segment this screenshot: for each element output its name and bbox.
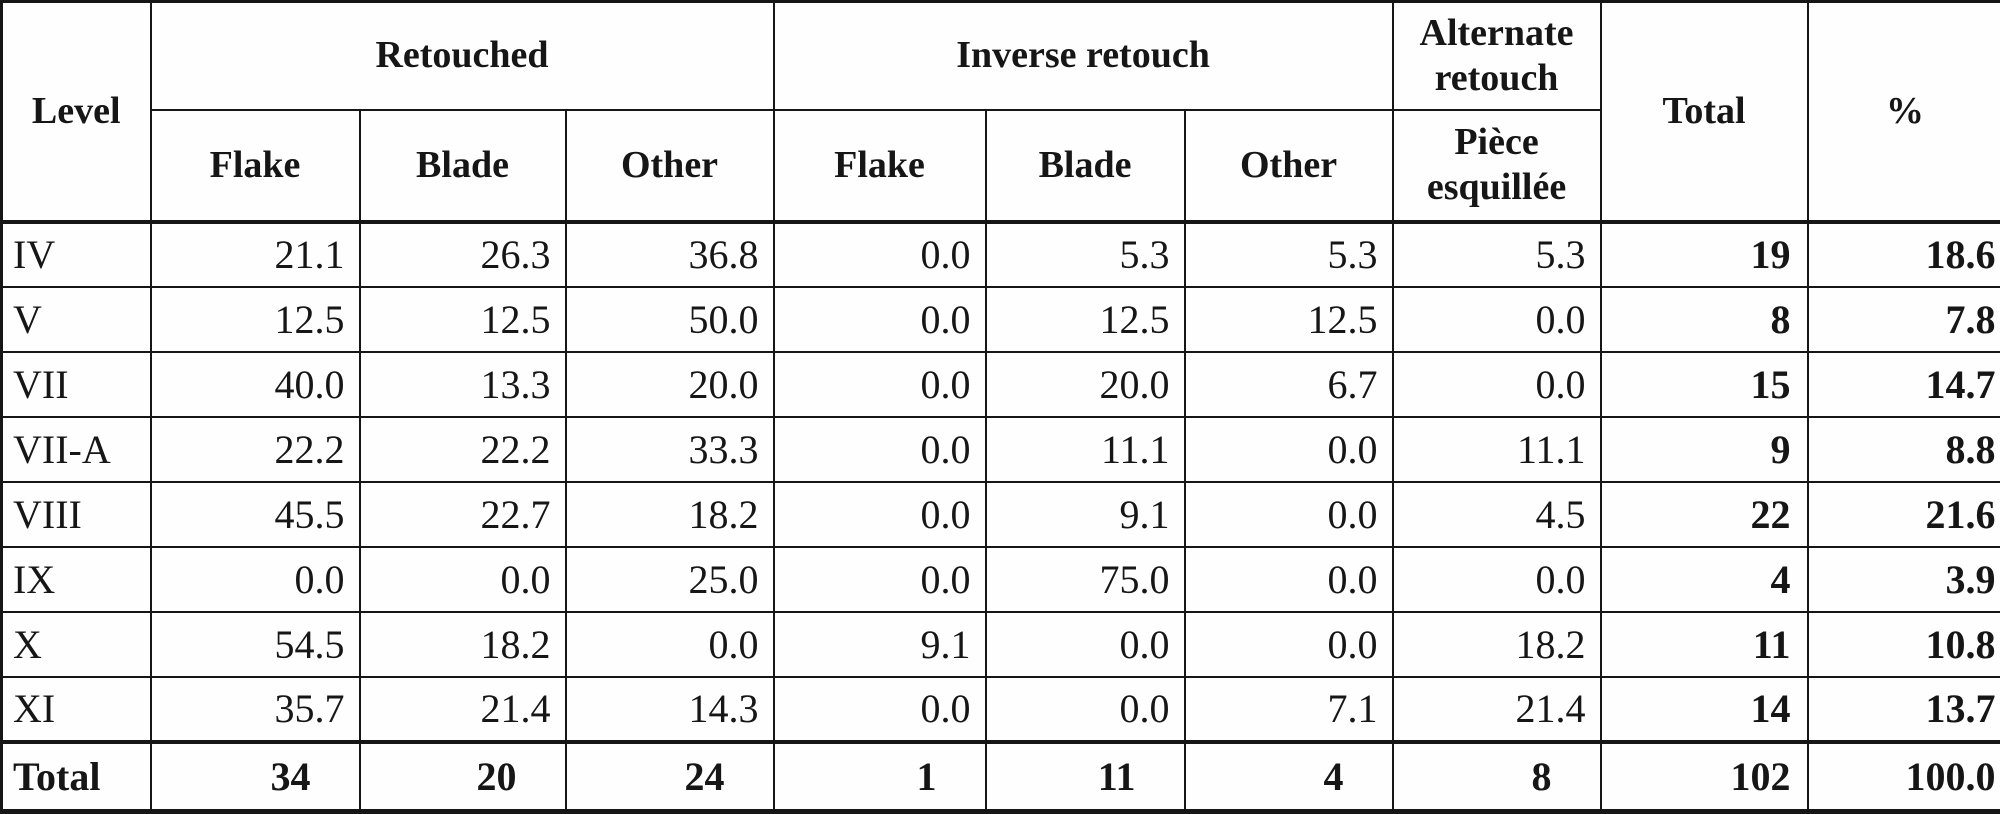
cell: 0.0: [1185, 547, 1393, 612]
row-label: VII: [2, 352, 151, 417]
cell: 0.0: [360, 547, 566, 612]
table-header: [2, 2, 2000, 222]
cell: 21.4: [360, 677, 566, 742]
cell-total: 14: [1601, 677, 1808, 742]
table-row-ix: [2, 547, 2000, 612]
cell-total: 19: [1601, 222, 1808, 287]
cell: 40.0: [151, 352, 360, 417]
cell-total: 8: [1601, 287, 1808, 352]
cell: 25.0: [566, 547, 774, 612]
table-row-xi: [2, 677, 2000, 742]
cell: 18.2: [1393, 612, 1601, 677]
row-label: VII-A: [2, 417, 151, 482]
cell: 9.1: [774, 612, 986, 677]
cell-percent: 13.7: [1808, 677, 2000, 742]
cell: 45.5: [151, 482, 360, 547]
cell: 12.5: [1185, 287, 1393, 352]
row-label: X: [2, 612, 151, 677]
cell: 0.0: [774, 677, 986, 742]
col-header-retouched-other: Other: [566, 110, 774, 222]
group-header-retouched: Retouched: [151, 2, 774, 110]
cell-total: 9: [1601, 417, 1808, 482]
cell: 0.0: [986, 612, 1185, 677]
cell-count: 34: [151, 742, 360, 812]
cell: 35.7: [151, 677, 360, 742]
cell: 12.5: [986, 287, 1185, 352]
cell: 0.0: [774, 352, 986, 417]
cell: 18.2: [360, 612, 566, 677]
table-row-total: [2, 742, 2000, 812]
cell: 21.4: [1393, 677, 1601, 742]
col-header-inverse-flake: Flake: [774, 110, 986, 222]
cell: 7.1: [1185, 677, 1393, 742]
cell: 0.0: [774, 222, 986, 287]
col-header-inverse-other: Other: [1185, 110, 1393, 222]
cell: 0.0: [774, 482, 986, 547]
cell: 0.0: [774, 287, 986, 352]
cell: 0.0: [566, 612, 774, 677]
cell: 54.5: [151, 612, 360, 677]
cell-count: 1: [774, 742, 986, 812]
cell: 0.0: [1185, 417, 1393, 482]
row-label: IX: [2, 547, 151, 612]
cell: 0.0: [1393, 352, 1601, 417]
cell: 22.7: [360, 482, 566, 547]
cell: 33.3: [566, 417, 774, 482]
cell-total: 15: [1601, 352, 1808, 417]
table-row-iv: [2, 222, 2000, 287]
cell-count: 24: [566, 742, 774, 812]
table-row-v: [2, 287, 2000, 352]
cell-total: 22: [1601, 482, 1808, 547]
cell-count: 11: [986, 742, 1185, 812]
cell: 26.3: [360, 222, 566, 287]
cell-percent: 8.8: [1808, 417, 2000, 482]
cell: 9.1: [986, 482, 1185, 547]
cell: 0.0: [1393, 547, 1601, 612]
cell: 20.0: [566, 352, 774, 417]
cell-percent: 7.8: [1808, 287, 2000, 352]
cell-percent: 14.7: [1808, 352, 2000, 417]
row-label: V: [2, 287, 151, 352]
cell: 0.0: [774, 547, 986, 612]
cell-grand-total: 102: [1601, 742, 1808, 812]
cell-percent: 18.6: [1808, 222, 2000, 287]
cell: 0.0: [151, 547, 360, 612]
cell: 0.0: [774, 417, 986, 482]
cell-count: 20: [360, 742, 566, 812]
row-label: VIII: [2, 482, 151, 547]
cell: 5.3: [1393, 222, 1601, 287]
col-header-retouched-flake: Flake: [151, 110, 360, 222]
row-label: IV: [2, 222, 151, 287]
col-header-level: Level: [2, 2, 151, 222]
group-header-alternate-retouch: Alternate retouch: [1393, 2, 1601, 110]
cell-percent: 3.9: [1808, 547, 2000, 612]
cell: 22.2: [360, 417, 566, 482]
table-row-vii: [2, 352, 2000, 417]
cell: 11.1: [1393, 417, 1601, 482]
cell: 22.2: [151, 417, 360, 482]
col-header-retouched-blade: Blade: [360, 110, 566, 222]
cell: 18.2: [566, 482, 774, 547]
cell: 6.7: [1185, 352, 1393, 417]
table-row-x: [2, 612, 2000, 677]
cell: 14.3: [566, 677, 774, 742]
cell: 12.5: [151, 287, 360, 352]
cell-percent: 21.6: [1808, 482, 2000, 547]
cell: 20.0: [986, 352, 1185, 417]
cell: 36.8: [566, 222, 774, 287]
cell-total: 11: [1601, 612, 1808, 677]
cell: 4.5: [1393, 482, 1601, 547]
cell-percent: 10.8: [1808, 612, 2000, 677]
cell: 13.3: [360, 352, 566, 417]
cell: 5.3: [986, 222, 1185, 287]
table-body: [2, 222, 2000, 812]
cell: 0.0: [1393, 287, 1601, 352]
cell: 5.3: [1185, 222, 1393, 287]
col-header-total: Total: [1601, 2, 1808, 222]
cell-count: 4: [1185, 742, 1393, 812]
row-label-total: Total: [2, 742, 151, 812]
cell: 50.0: [566, 287, 774, 352]
row-label: XI: [2, 677, 151, 742]
col-header-percent: %: [1808, 2, 2000, 222]
group-header-inverse-retouch: Inverse retouch: [774, 2, 1393, 110]
table-row-vii-a: [2, 417, 2000, 482]
cell: 75.0: [986, 547, 1185, 612]
header-group-row: [2, 2, 2000, 110]
col-header-piece-esquillee: Pièce esquillée: [1393, 110, 1601, 222]
table-row-viii: [2, 482, 2000, 547]
cell-count: 8: [1393, 742, 1601, 812]
cell: 0.0: [986, 677, 1185, 742]
col-header-inverse-blade: Blade: [986, 110, 1185, 222]
cell-total: 4: [1601, 547, 1808, 612]
cell: 0.0: [1185, 482, 1393, 547]
cell: 0.0: [1185, 612, 1393, 677]
cell-total-percent: 100.0: [1808, 742, 2000, 812]
cell: 12.5: [360, 287, 566, 352]
cell: 11.1: [986, 417, 1185, 482]
cell: 21.1: [151, 222, 360, 287]
